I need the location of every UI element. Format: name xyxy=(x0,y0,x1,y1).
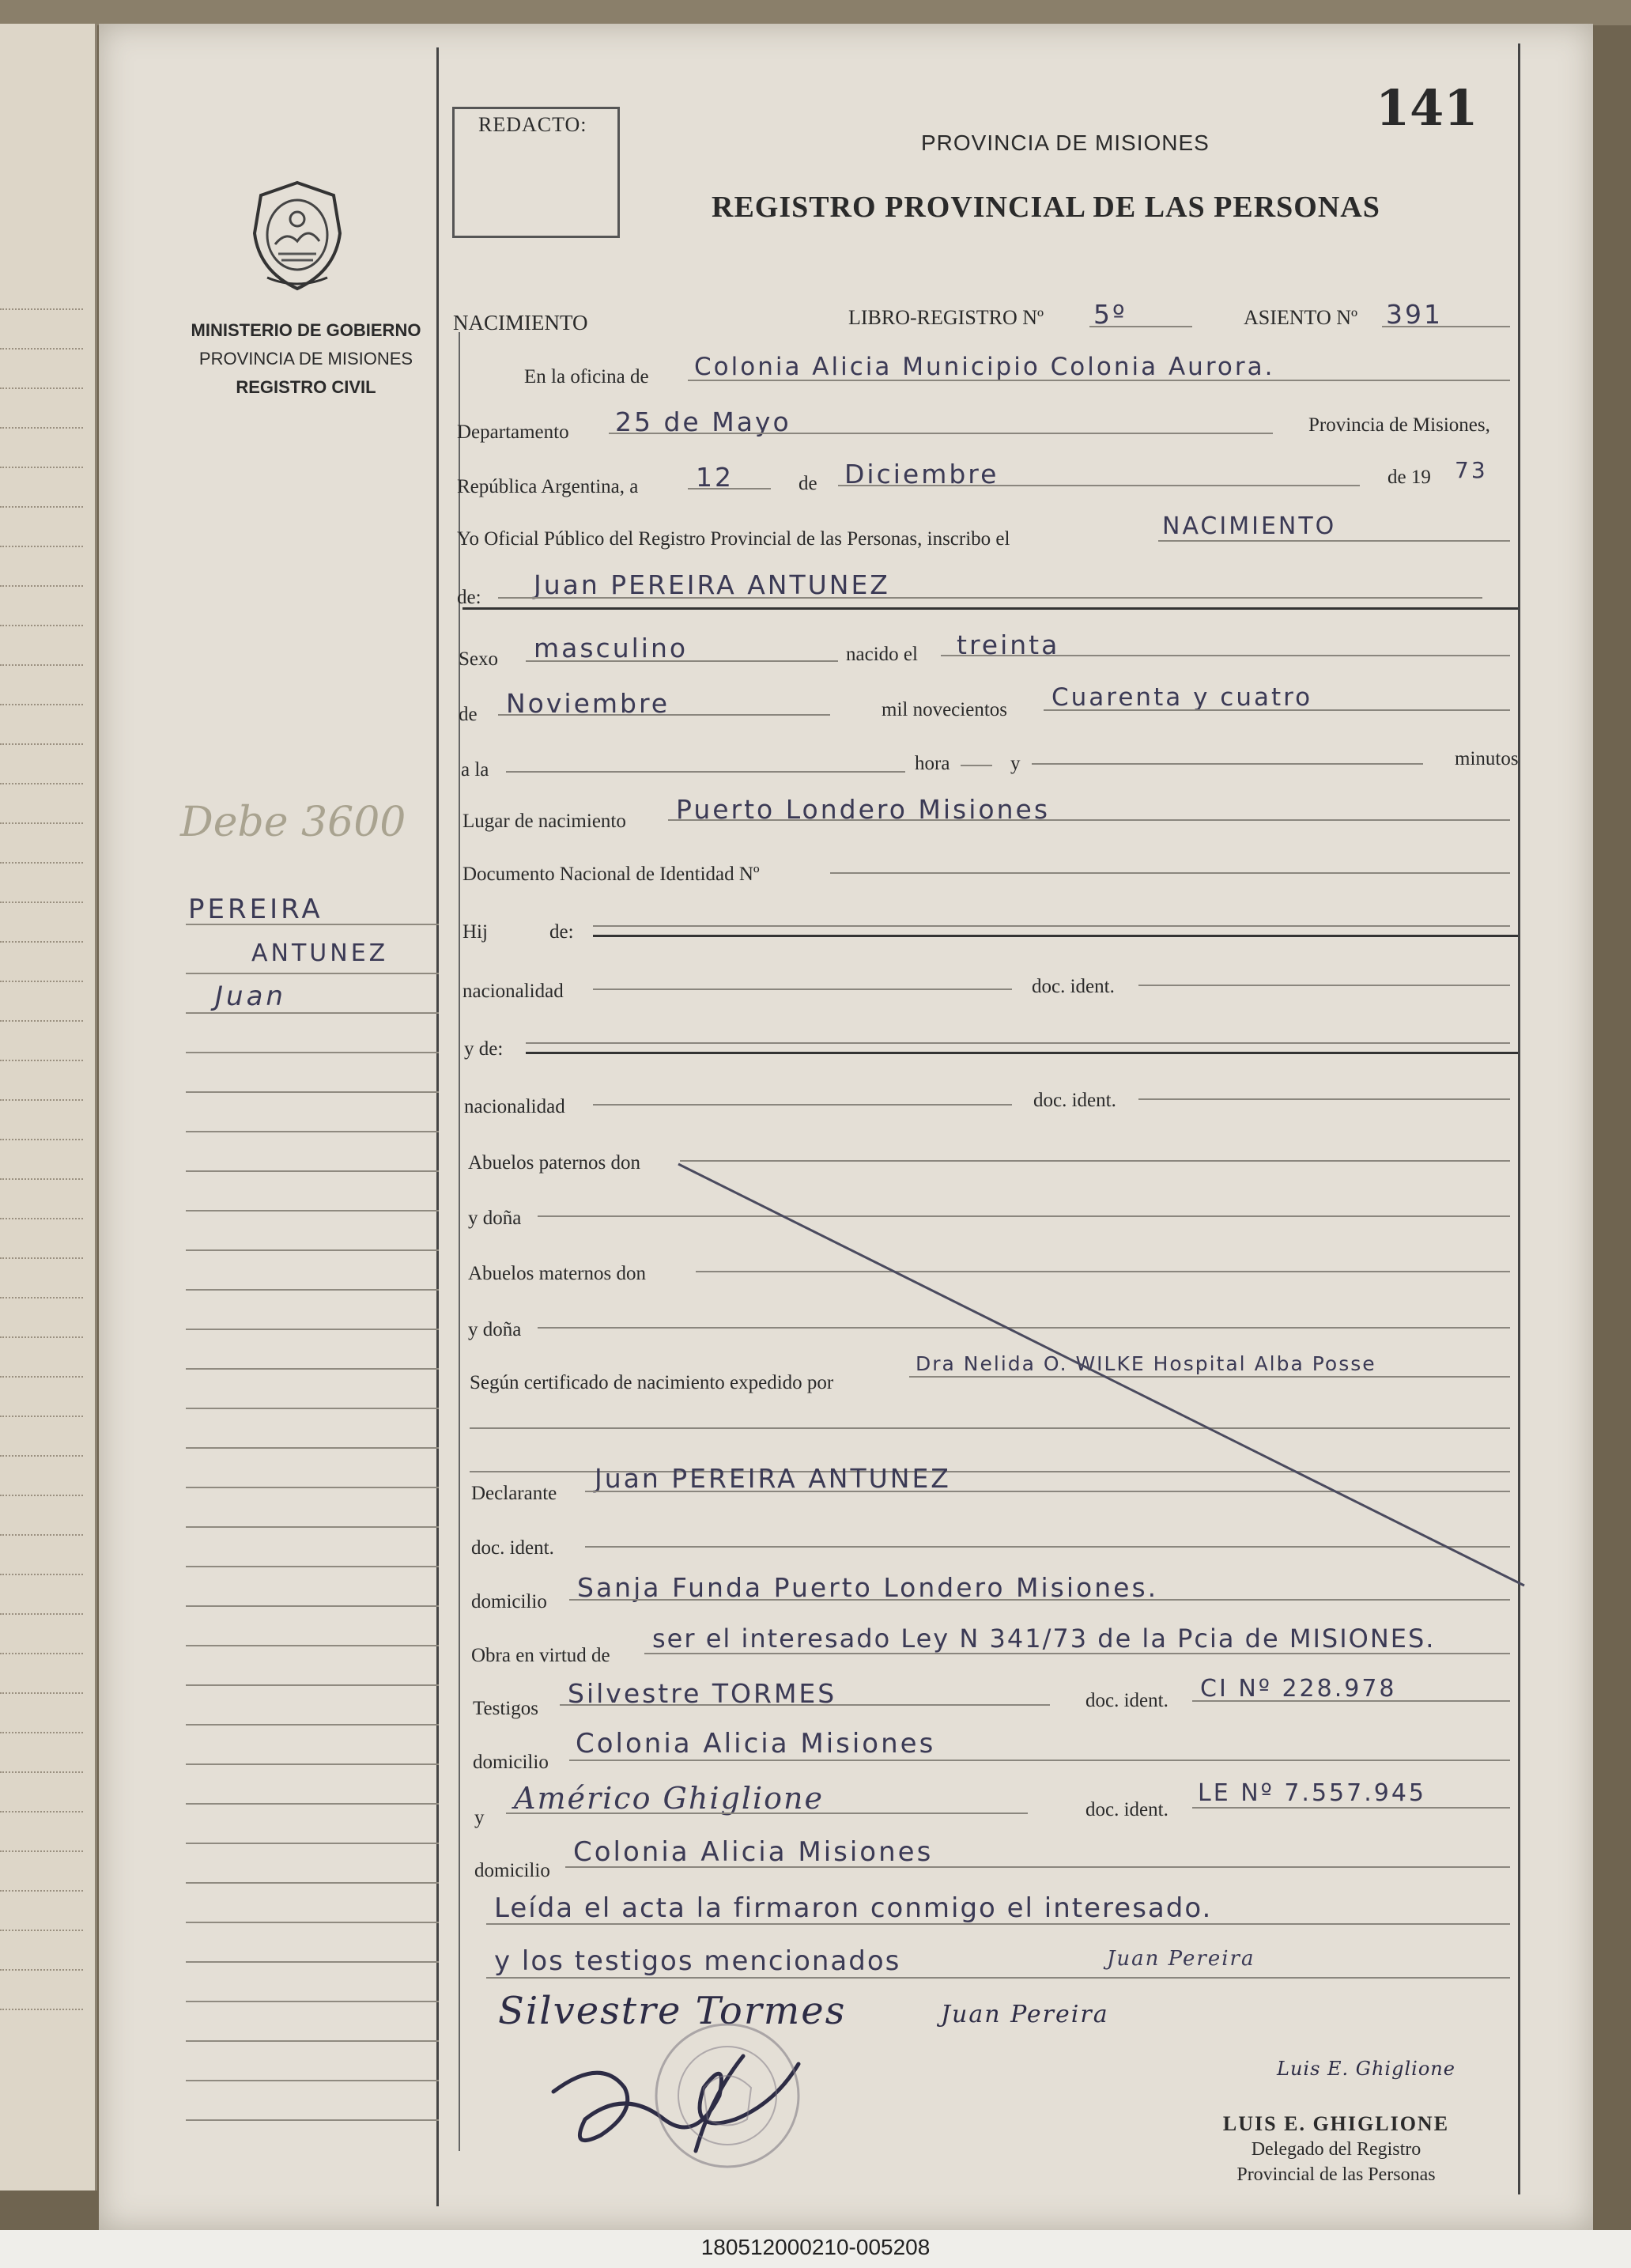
value-day: 12 xyxy=(696,462,734,493)
label-hij: Hij xyxy=(462,921,488,943)
value-departamento: 25 de Mayo xyxy=(615,406,791,437)
label-hora: hora xyxy=(915,753,950,774)
label-abuelos-maternos: Abuelos maternos don xyxy=(468,1263,646,1284)
value-obra: ser el interesado Ley N 341/73 de la Pcia de MISIONES. xyxy=(652,1624,1436,1654)
label-oficina: En la oficina de xyxy=(524,366,649,387)
label-nacionalidad-2: nacionalidad xyxy=(464,1096,565,1117)
registry-stamp-icon xyxy=(648,2017,806,2175)
value-nacido-mes: Noviembre xyxy=(506,688,670,719)
label-republica: República Argentina, a xyxy=(457,476,639,497)
margin-given-name: Juan xyxy=(215,981,286,1012)
margin-surname1: PEREIRA xyxy=(188,894,323,925)
closing-line2: y los testigos mencionados xyxy=(494,1945,901,1977)
label-sexo: Sexo xyxy=(459,648,498,670)
label-lugar: Lugar de nacimiento xyxy=(462,811,626,832)
value-testigo2: Américo Ghiglione xyxy=(514,1781,824,1816)
page-number: 141 xyxy=(1376,79,1478,137)
label-nacionalidad-1: nacionalidad xyxy=(462,981,564,1002)
image-caption: 180512000210-005208 xyxy=(700,2235,931,2259)
ministry-line1: MINISTERIO DE GOBIERNO xyxy=(191,320,421,340)
value-name: Juan PEREIRA ANTUNEZ xyxy=(534,569,890,600)
label-doc-ident-testigo1: doc. ident. xyxy=(1085,1690,1169,1711)
label-doc-ident-testigo2: doc. ident. xyxy=(1085,1799,1169,1820)
label-doc-ident-declarante: doc. ident. xyxy=(471,1537,554,1559)
value-sexo: masculino xyxy=(534,633,689,663)
diagonal-cancel-stroke xyxy=(678,1164,1524,1586)
margin-surname2: ANTUNEZ xyxy=(251,939,389,967)
label-year: de 19 xyxy=(1387,467,1431,488)
label-doc-ident-1: doc. ident. xyxy=(1032,976,1115,997)
value-testigo1-domicilio: Colonia Alicia Misiones xyxy=(576,1728,936,1760)
label-declarante: Declarante xyxy=(471,1483,557,1504)
label-y-testigo2: y xyxy=(474,1807,485,1828)
label-de-name: de: xyxy=(457,587,481,608)
label-y-dona-2: y doña xyxy=(468,1319,522,1340)
label-y-dona-1: y doña xyxy=(468,1208,522,1229)
value-libro: 5º xyxy=(1093,299,1127,330)
value-nacido-dia: treinta xyxy=(957,629,1060,660)
label-libro: LIBRO-REGISTRO Nº xyxy=(848,306,1044,329)
label-mil: mil novecientos xyxy=(882,699,1007,720)
label-domicilio-testigo1: domicilio xyxy=(473,1752,549,1773)
label-de: de xyxy=(799,473,817,494)
value-nacido-anio: Cuarenta y cuatro xyxy=(1051,683,1313,712)
value-lugar: Puerto Londero Misiones xyxy=(676,794,1051,825)
signature-silvestre: Silvestre Tormes xyxy=(498,1989,847,2033)
label-minutos: minutos xyxy=(1455,748,1519,769)
closing-line1: Leída el acta la firmaron conmigo el interesado. xyxy=(494,1892,1213,1924)
header-title: REGISTRO PROVINCIAL DE LAS PERSONAS xyxy=(712,191,1380,224)
value-oficina: Colonia Alicia Municipio Colonia Aurora. xyxy=(694,353,1275,381)
label-departamento: Departamento xyxy=(457,421,569,443)
value-year: 73 xyxy=(1455,457,1488,483)
label-obra: Obra en virtud de xyxy=(471,1645,610,1666)
margin-pencil-note: Debe 3600 xyxy=(180,799,406,846)
label-provincia: Provincia de Misiones, xyxy=(1308,414,1490,436)
label-doc-ident-2: doc. ident. xyxy=(1033,1090,1116,1111)
label-nacido: nacido el xyxy=(846,644,918,665)
value-declarante: Juan PEREIRA ANTUNEZ xyxy=(595,1463,951,1494)
signature-juan-small: Juan Pereira xyxy=(1107,1947,1255,1971)
label-abuelos-paternos: Abuelos paternos don xyxy=(468,1152,641,1174)
value-declarante-domicilio: Sanja Funda Puerto Londero Misiones. xyxy=(577,1572,1159,1603)
value-asiento: 391 xyxy=(1386,299,1443,330)
value-testigo2-doc: LE Nº 7.557.945 xyxy=(1198,1779,1426,1807)
label-y: y xyxy=(1010,753,1021,774)
label-domicilio-declarante: domicilio xyxy=(471,1591,547,1612)
label-y-de: y de: xyxy=(464,1038,504,1060)
redacto-label: REDACTO: xyxy=(478,113,587,136)
label-asiento: ASIENTO Nº xyxy=(1244,306,1358,329)
header-province: PROVINCIA DE MISIONES xyxy=(921,130,1210,155)
ministry-line3: REGISTRO CIVIL xyxy=(236,377,376,397)
value-testigo1-doc: CI Nº 228.978 xyxy=(1200,1675,1397,1703)
value-inscribo: NACIMIENTO xyxy=(1162,512,1337,540)
signature-official: Luis E. Ghiglione xyxy=(1277,2058,1455,2080)
value-month: Diciembre xyxy=(844,459,999,490)
value-testigo2-domicilio: Colonia Alicia Misiones xyxy=(573,1836,934,1868)
delegate-name: LUIS E. GHIGLIONE xyxy=(1222,2112,1450,2135)
ministry-line2: PROVINCIA DE MISIONES xyxy=(198,349,413,369)
label-nacimiento: NACIMIENTO xyxy=(453,311,588,335)
signature-juan: Juan Pereira xyxy=(941,2001,1109,2028)
label-certificado: Según certificado de nacimiento expedido por xyxy=(470,1372,834,1393)
label-de-month: de xyxy=(459,704,478,725)
delegate-block xyxy=(1206,2111,1467,2187)
delegate-line2: Provincial de las Personas xyxy=(1236,2164,1436,2185)
caption-bar xyxy=(0,2230,1631,2268)
label-domicilio-testigo2: domicilio xyxy=(474,1860,550,1881)
label-yo-oficial: Yo Oficial Público del Registro Provincial de las Personas, inscribo el xyxy=(457,528,1010,550)
label-testigos: Testigos xyxy=(473,1698,538,1719)
value-certificado: Dra Nelida O. WILKE Hospital Alba Posse xyxy=(916,1352,1376,1375)
label-documento: Documento Nacional de Identidad Nº xyxy=(462,864,760,885)
delegate-line1: Delegado del Registro xyxy=(1251,2139,1421,2160)
label-hij-de: de: xyxy=(549,921,574,943)
label-a-la: a la xyxy=(461,759,489,781)
value-testigo1: Silvestre TORMES xyxy=(568,1678,837,1709)
